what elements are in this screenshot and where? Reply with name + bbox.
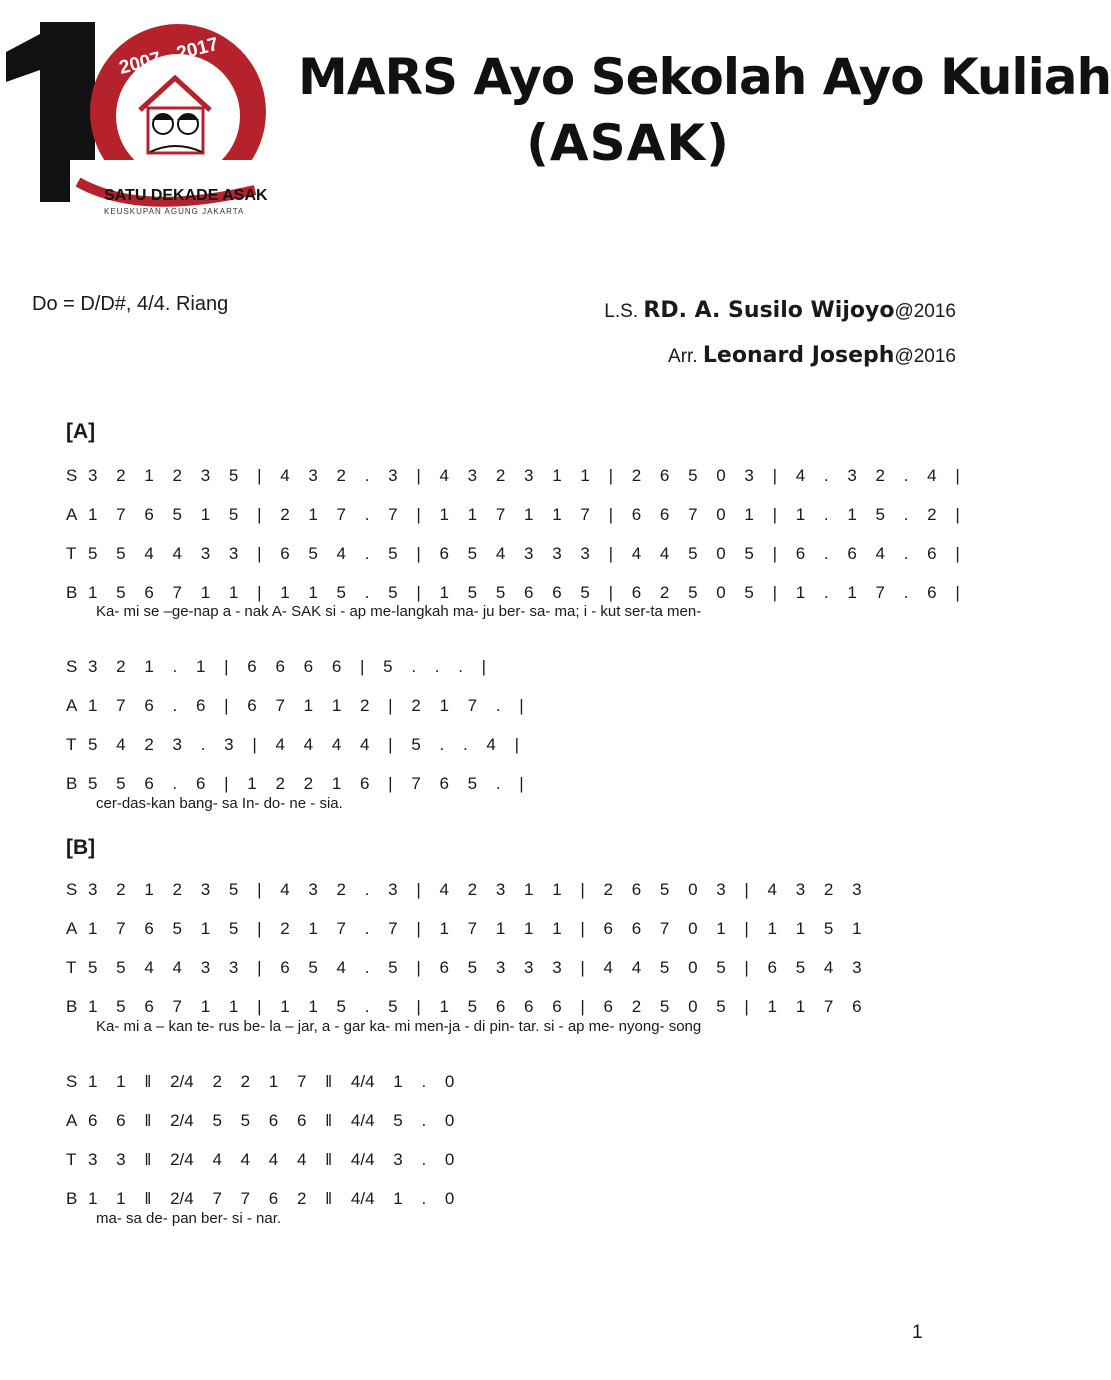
score-line-alto: A 1 7 6 . 6 | 6 7 1 1 2 | 2 1 7 . | [66, 696, 524, 715]
score-line-bass: B 1 5 6 7 1 1 | 1 1 5 . 5 | 1 5 6 6 6 | 6 2 5 0 5 | 1 1 7 6 [66, 997, 862, 1016]
asak-decade-logo [0, 12, 280, 217]
page-number: 1 [912, 1322, 923, 1343]
credits [604, 289, 956, 379]
score-line-soprano: S 3 2 1 2 3 5 | 4 3 2 . 3 | 4 3 2 3 1 1 | 2 6 5 0 3 | 4 . 3 2 . 4 | [66, 466, 960, 485]
score-line-tenor: T 5 5 4 4 3 3 | 6 5 4 . 5 | 6 5 3 3 3 | 4 4 5 0 5 | 6 5 4 3 [66, 958, 862, 977]
score-line-bass: B 1 5 6 7 1 1 | 1 1 5 . 5 | 1 5 5 6 6 5 | 6 2 5 0 5 | 1 . 1 7 . 6 | [66, 583, 960, 602]
song-title-line2: (ASAK) [526, 114, 730, 172]
score-line-soprano: S 3 2 1 . 1 | 6 6 6 6 | 5 . . . | [66, 657, 487, 676]
score-line-alto: A 1 7 6 5 1 5 | 2 1 7 . 7 | 1 1 7 1 1 7 | 6 6 7 0 1 | 1 . 1 5 . 2 | [66, 505, 960, 524]
score-line-tenor: T 3 3 ‖ 2/4 4 4 4 4 ‖ 4/4 3 . 0 [66, 1150, 455, 1169]
svg-text:SATU DEKADE ASAK: SATU DEKADE ASAK [104, 187, 268, 204]
song-title-line1: MARS Ayo Sekolah Ayo Kuliah [298, 48, 1111, 106]
key-tempo: Do = D/D#, 4/4. Riang [32, 293, 229, 315]
lyric-line: cer-das-kan bang- sa In- do- ne - sia. [96, 795, 343, 812]
lyricist-composer-credit: L.S. RD. A. Susilo Wijoyo@2016 [604, 298, 956, 323]
score-line-bass: B 5 5 6 . 6 | 1 2 2 1 6 | 7 6 5 . | [66, 774, 524, 793]
score-line-tenor: T 5 4 2 3 . 3 | 4 4 4 4 | 5 . . 4 | [66, 735, 519, 754]
song-title [298, 46, 1111, 178]
score-line-tenor: T 5 5 4 4 3 3 | 6 5 4 . 5 | 6 5 4 3 3 3 | 4 4 5 0 5 | 6 . 6 4 . 6 | [66, 544, 960, 563]
section-label-b: [B] [66, 836, 96, 859]
score-line-bass: B 1 1 ‖ 2/4 7 7 6 2 ‖ 4/4 1 . 0 [66, 1189, 455, 1208]
svg-text:KEUSKUPAN AGUNG JAKARTA: KEUSKUPAN AGUNG JAKARTA [104, 207, 245, 216]
lyric-line: Ka- mi se –ge-nap a - nak A- SAK si - ap me-langkah ma- ju ber- sa- ma; i - kut ser-ta men- [96, 603, 702, 620]
score-line-alto: A 1 7 6 5 1 5 | 2 1 7 . 7 | 1 7 1 1 1 | 6 6 7 0 1 | 1 1 5 1 [66, 919, 862, 938]
section-label-a: [A] [66, 420, 96, 443]
lyric-line: Ka- mi a – kan te- rus be- la – jar, a - gar ka- mi men-ja - di pin- tar. si - ap me- nyong- song [96, 1018, 702, 1035]
lyric-line: ma- sa de- pan ber- si - nar. [96, 1210, 282, 1227]
score-line-soprano: S 1 1 ‖ 2/4 2 2 1 7 ‖ 4/4 1 . 0 [66, 1072, 455, 1091]
arranger-credit: Arr. Leonard Joseph@2016 [668, 343, 956, 368]
score-line-soprano: S 3 2 1 2 3 5 | 4 3 2 . 3 | 4 2 3 1 1 | 2 6 5 0 3 | 4 3 2 3 [66, 880, 862, 899]
score-line-alto: A 6 6 ‖ 2/4 5 5 6 6 ‖ 4/4 5 . 0 [66, 1111, 455, 1130]
svg-text:2007 - 2017: 2007 - 2017 [117, 33, 221, 79]
